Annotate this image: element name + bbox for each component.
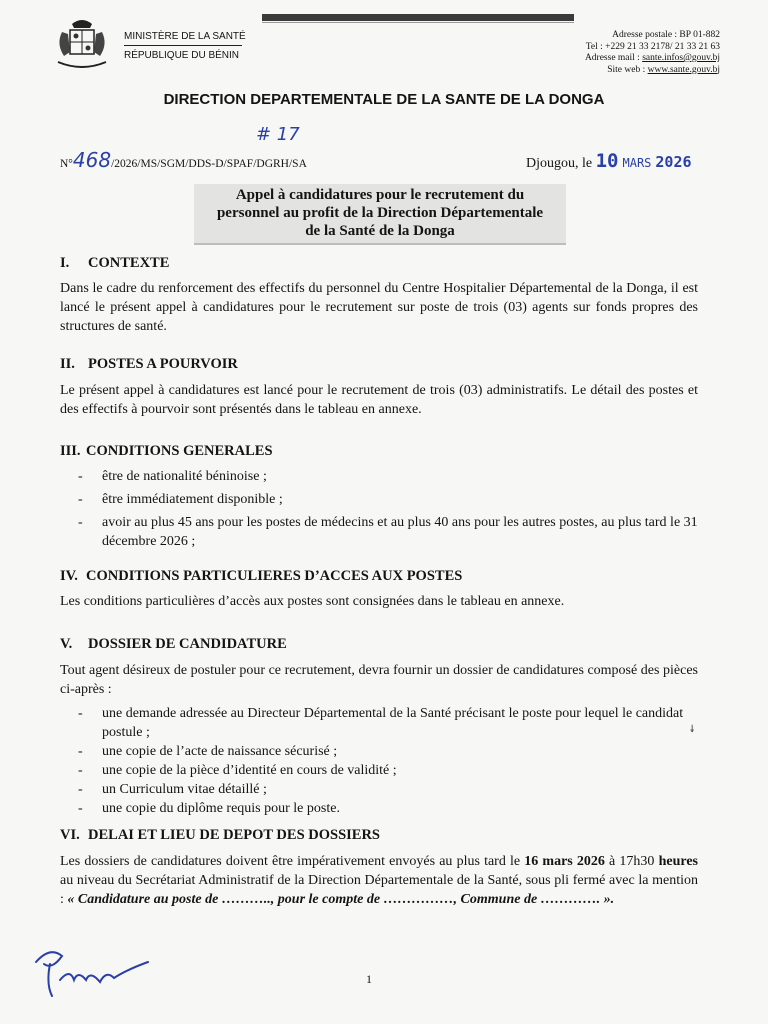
date-day: 10 (595, 150, 619, 172)
reference-prefix: N° (60, 158, 73, 170)
handwritten-signature (30, 940, 160, 1000)
ministry-rule (124, 45, 242, 46)
section-number: III. (60, 443, 81, 459)
deadline-date: 16 mars 2026 (524, 854, 605, 869)
section-body-dossier: Tout agent désireux de postuler pour ce recrutement, devra fournir un dossier de candidatures composé des pièces ci-après : (60, 663, 698, 697)
section-number: IV. (60, 568, 78, 584)
mention-text: « Candidature au poste de ……….., pour le compte de ……………, Commune de …………. ». (67, 892, 615, 907)
section-number: V. (60, 636, 73, 652)
title-line-2: personnel au profit de la Direction Départementale (216, 205, 544, 221)
page-number: 1 (366, 972, 372, 986)
header-bar (262, 14, 574, 21)
mail-label: Adresse mail : (584, 53, 643, 63)
coat-of-arms-icon (50, 18, 114, 74)
web-line (585, 65, 720, 77)
section-heading-conditions-generales (60, 443, 273, 460)
section-number: VI. (60, 827, 80, 843)
web-link[interactable]: www.sante.gouv.bj (647, 64, 720, 75)
section-body-delai: Les dossiers de candidatures doivent être impérativement envoyés au plus tard le 16 mars 2026 à 17h30 heures au niveau du Secrétariat Administratif de la Direction Départementale de la Santé, sous pli fermé avec la mention : « Candidature au poste de ……….., pour le compte de ……………, Commune de …………. ». (60, 854, 699, 907)
document-title (194, 184, 566, 245)
reference-number-handwritten: 468 (72, 148, 112, 172)
section-title: POSTES A POURVOIR (88, 356, 238, 372)
section-heading-delai (60, 827, 380, 844)
section-body-conditions-particulieres: Les conditions particulières d’accès aux postes sont consignées dans le tableau en annexe. (60, 594, 565, 609)
telephone: Tel : +229 21 33 2178/ 21 33 21 63 (585, 41, 720, 52)
section-title: DOSSIER DE CANDIDATURE (88, 636, 287, 652)
mail-line (585, 53, 720, 65)
title-line-3: de la Santé de la Donga (305, 223, 455, 239)
date-month: MARS (622, 156, 652, 170)
section-number: II. (60, 356, 75, 372)
deadline-hours: heures (658, 854, 699, 869)
section-body-contexte: Dans le cadre du renforcement des effectifs du personnel du Centre Hospitalier Départemental de la Donga, il est lancé le présent appel à candidatures pour le recrutement sur poste de trois (03) agents sur fonds propres des structures de santé. (60, 281, 698, 334)
ministry-block (124, 30, 246, 62)
section-title: CONDITIONS GENERALES (86, 443, 273, 459)
title-line-1: Appel à candidatures pour le recrutement du (235, 187, 525, 203)
section-heading-contexte (60, 255, 169, 272)
reference-annotation-handwritten: # 17 (256, 124, 300, 145)
section-heading-postes (60, 356, 238, 373)
section-heading-conditions-particulieres (60, 568, 462, 585)
section-heading-dossier (60, 636, 287, 653)
contact-block (585, 30, 720, 76)
mail-link[interactable]: sante.infos@gouv.bj (642, 53, 720, 63)
date-stamp (595, 150, 692, 172)
date-line (526, 150, 692, 172)
web-label: Site web : (607, 64, 648, 75)
section-title: DELAI ET LIEU DE DEPOT DES DOSSIERS (88, 827, 380, 843)
section-title: CONDITIONS PARTICULIERES D’ACCES AUX POSTES (86, 568, 463, 584)
section-body-postes: Le présent appel à candidatures est lancé pour le recrutement de trois (03) administratifs. Le détail des postes et des effectifs à pourvoir sont présentés dans le tableau en annexe. (60, 383, 698, 417)
section-title: CONTEXTE (88, 255, 170, 271)
ministry-name: MINISTÈRE DE LA SANTÉ (124, 31, 246, 42)
reference-code: /2026/MS/SGM/DDS-D/SPAF/DGRH/SA (111, 158, 307, 170)
date-year: 2026 (655, 153, 692, 171)
postal-address: Adresse postale : BP 01-882 (612, 30, 720, 40)
republic-name: RÉPUBLIQUE DU BÉNIN (124, 50, 240, 61)
direction-heading: DIRECTION DEPARTEMENTALE DE LA SANTE DE LA DONGA (163, 91, 605, 108)
section-number: I. (60, 255, 70, 271)
reference-line (60, 148, 307, 172)
pen-mark-icon: ↡ (688, 724, 697, 735)
header-bar-rule (262, 22, 574, 23)
date-place: Djougou, le (526, 156, 593, 171)
